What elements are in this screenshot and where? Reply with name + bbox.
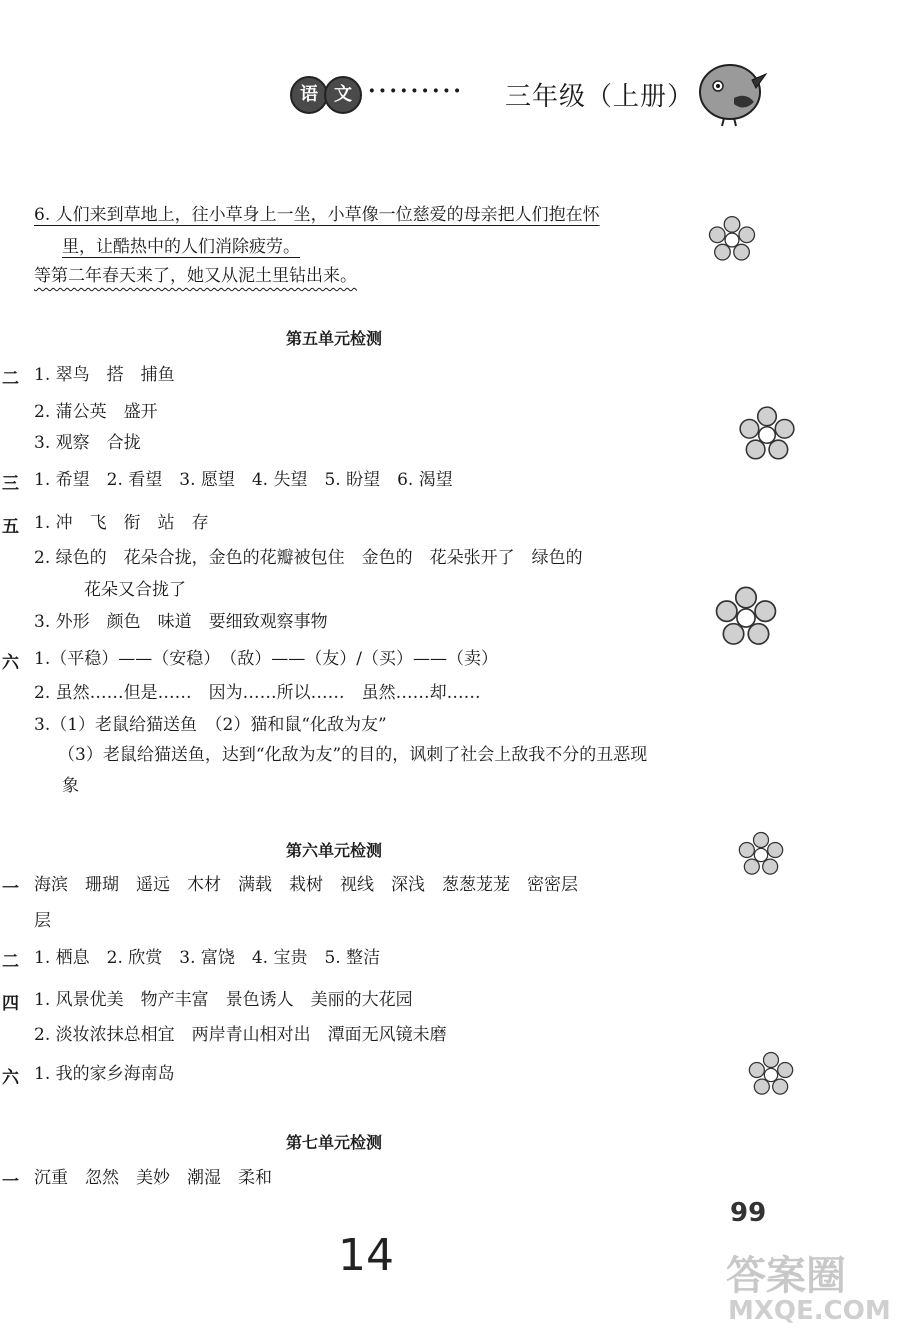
subject-badge-wen: 文 xyxy=(324,76,362,114)
flower-icon xyxy=(712,584,780,652)
unit5-mark-3: 三 xyxy=(2,474,19,494)
unit6-row: 海滨 珊瑚 遥远 木材 满载 栽树 视线 深浅 葱葱茏茏 密密层 xyxy=(34,875,578,895)
unit5-row: 3. 外形 颜色 味道 要细致观察事物 xyxy=(34,612,328,632)
unit5-mark-2: 二 xyxy=(2,369,19,389)
grade-title: 三年级（上册） xyxy=(505,82,695,112)
unit5-mark-6: 六 xyxy=(2,653,19,673)
unit6-row: 2. 淡妆浓抹总相宜 两岸青山相对出 潭面无风镜未磨 xyxy=(34,1025,447,1045)
unit6-row: 1. 风景优美 物产丰富 景色诱人 美丽的大花园 xyxy=(34,990,413,1010)
watermark-url: MXQE.COM xyxy=(728,1296,891,1326)
unit7-mark-1: 一 xyxy=(2,1172,19,1192)
unit6-mark-2: 二 xyxy=(2,952,19,972)
unit7-title: 第七单元检测 xyxy=(286,1133,383,1152)
unit5-row: 花朵又合拢了 xyxy=(84,580,186,600)
intro-line-3: 等第二年春天来了，她又从泥土里钻出来。 xyxy=(34,266,357,286)
unit5-row: 1. 冲 飞 衔 站 存 xyxy=(34,513,209,533)
bird-icon xyxy=(694,52,768,128)
flower-icon xyxy=(736,830,786,880)
unit6-mark-4: 四 xyxy=(2,994,19,1014)
header-dots: ········· xyxy=(368,78,464,104)
unit5-row: 1. 翠鸟 搭 捕鱼 xyxy=(34,365,175,385)
unit5-row: 3.（1）老鼠给猫送鱼 （2）猫和鼠“化敌为友” xyxy=(34,715,387,735)
page-number: 99 xyxy=(730,1198,767,1228)
unit5-row: 3. 观察 合拢 xyxy=(34,433,141,453)
unit6-mark-6: 六 xyxy=(2,1068,19,1088)
flower-icon xyxy=(706,214,758,266)
unit5-row: 2. 蒲公英 盛开 xyxy=(34,402,158,422)
unit6-row: 1. 我的家乡海南岛 xyxy=(34,1064,175,1084)
unit5-row: 2. 虽然……但是…… 因为……所以…… 虽然……却…… xyxy=(34,683,481,703)
unit6-row: 层 xyxy=(34,911,51,931)
intro-line-2: 里，让酷热中的人们消除疲劳。 xyxy=(62,237,300,257)
unit5-mark-5: 五 xyxy=(2,517,19,537)
unit7-row: 沉重 忽然 美妙 潮湿 柔和 xyxy=(34,1168,272,1188)
unit5-row: 2. 绿色的 花朵合拢，金色的花瓣被包住 金色的 花朵张开了 绿色的 xyxy=(34,548,583,568)
watermark-logo: 答案圈 xyxy=(726,1253,846,1299)
unit5-title: 第五单元检测 xyxy=(286,329,383,348)
subject-badge-yu: 语 xyxy=(290,76,328,114)
flower-icon xyxy=(736,404,798,466)
flower-icon xyxy=(746,1050,796,1100)
intro-line-1: 6. 人们来到草地上，往小草身上一坐，小草像一位慈爱的母亲把人们抱在怀 xyxy=(34,205,600,225)
unit5-row: 1. 希望 2. 看望 3. 愿望 4. 失望 5. 盼望 6. 渴望 xyxy=(34,470,453,490)
unit5-row: 1.（平稳）——（安稳） （敌）——（友）/（买）——（卖） xyxy=(34,649,498,669)
unit6-mark-1: 一 xyxy=(2,879,19,899)
handwritten-note: 14 xyxy=(338,1230,394,1281)
unit5-row: 象 xyxy=(62,776,79,796)
unit5-row: （3）老鼠给猫送鱼，达到“化敌为友”的目的，讽刺了社会上敌我不分的丑恶现 xyxy=(58,745,648,765)
unit6-row: 1. 栖息 2. 欣赏 3. 富饶 4. 宝贵 5. 整洁 xyxy=(34,948,381,968)
unit6-title: 第六单元检测 xyxy=(286,841,383,860)
